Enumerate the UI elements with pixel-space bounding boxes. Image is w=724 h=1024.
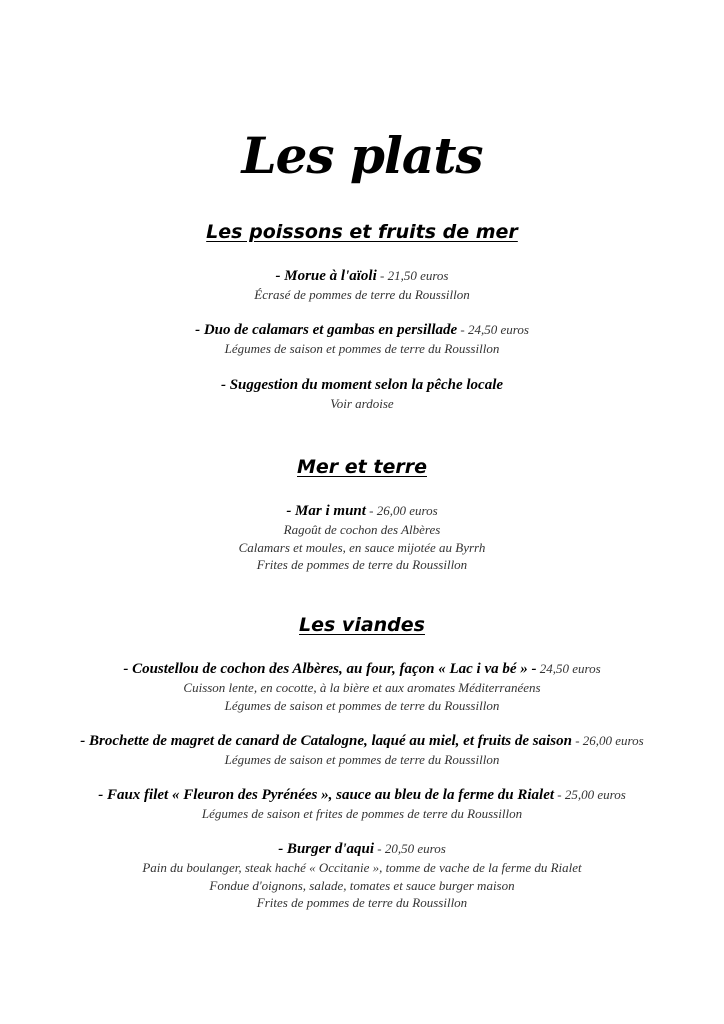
dish-price: 24,50 euros (536, 661, 601, 676)
dish-description: Pain du boulanger, steak haché « Occitanie », tomme de vache de la ferme du Rialet (142, 860, 582, 875)
dish-price: - 26,00 euros (365, 503, 438, 518)
dish-description: Écrasé de pommes de terre du Roussillon (254, 287, 470, 302)
dish-header (0, 266, 724, 286)
dish-description: Légumes de saison et pommes de terre du Roussillon (224, 341, 500, 356)
dish-mar-i-munt (0, 501, 724, 574)
dish-name: - Coustellou de cochon des Albères, au four, façon « Lac i va bé » - (123, 661, 537, 677)
section-title-mer-terre: Mer et terre (297, 456, 427, 478)
section-title-viandes: Les viandes (299, 614, 425, 636)
dish-description: Fondue d'oignons, salade, tomates et sauce burger maison (209, 877, 515, 893)
dish-price: - 24,50 euros (457, 322, 529, 337)
dish-name: - Suggestion du moment selon la pêche locale (220, 377, 504, 393)
dish-description: Légumes de saison et pommes de terre du Roussillon (224, 697, 500, 713)
dish-price: - 20,50 euros (374, 841, 446, 856)
dish-name: - Faux filet « Fleuron des Pyrénées », sauce au bleu de la ferme du Rialet (98, 787, 555, 803)
dish-faux-filet (0, 785, 724, 823)
dish-name: - Morue à l'aïoli (275, 268, 377, 284)
dish-description: Cuisson lente, en cocotte, à la bière et aux aromates Méditerranéens (183, 680, 541, 695)
dish-description: Légumes de saison et frites de pommes de terre du Roussillon (201, 806, 523, 821)
dish-burger (0, 839, 724, 912)
dish-header (0, 839, 724, 859)
dish-description: Voir ardoise (330, 396, 394, 411)
dish-description: Ragoût de cochon des Albères (283, 522, 441, 537)
dish-duo-calamars (0, 320, 724, 358)
dish-header (0, 731, 724, 751)
page-title: Les plats (241, 126, 483, 185)
dish-suggestion (0, 375, 724, 413)
dish-price: - 21,50 euros (376, 268, 449, 283)
dish-header (0, 320, 724, 340)
dish-header (0, 785, 724, 805)
dish-description: Calamars et moules, en sauce mijotée au Byrrh (238, 539, 486, 555)
dish-header (0, 375, 724, 395)
dish-coustellou (0, 659, 724, 714)
dish-description: Légumes de saison et pommes de terre du Roussillon (224, 752, 500, 767)
dish-description: Frites de pommes de terre du Roussillon (256, 895, 468, 910)
dish-name: - Burger d'aqui (278, 841, 375, 857)
dish-price: - 25,00 euros (554, 787, 626, 802)
dish-morue (0, 266, 724, 304)
section-title-poissons: Les poissons et fruits de mer (206, 221, 518, 243)
dish-brochette-magret (0, 731, 724, 769)
dish-header (0, 659, 724, 679)
dish-name: - Mar i munt (286, 503, 366, 519)
dish-name: - Duo de calamars et gambas en persillade (195, 322, 458, 338)
dish-header (0, 501, 724, 521)
dish-price: - 26,00 euros (571, 733, 644, 748)
dish-name: - Brochette de magret de canard de Catalogne, laqué au miel, et fruits de saison (80, 733, 572, 749)
dish-description: Frites de pommes de terre du Roussillon (256, 557, 468, 572)
